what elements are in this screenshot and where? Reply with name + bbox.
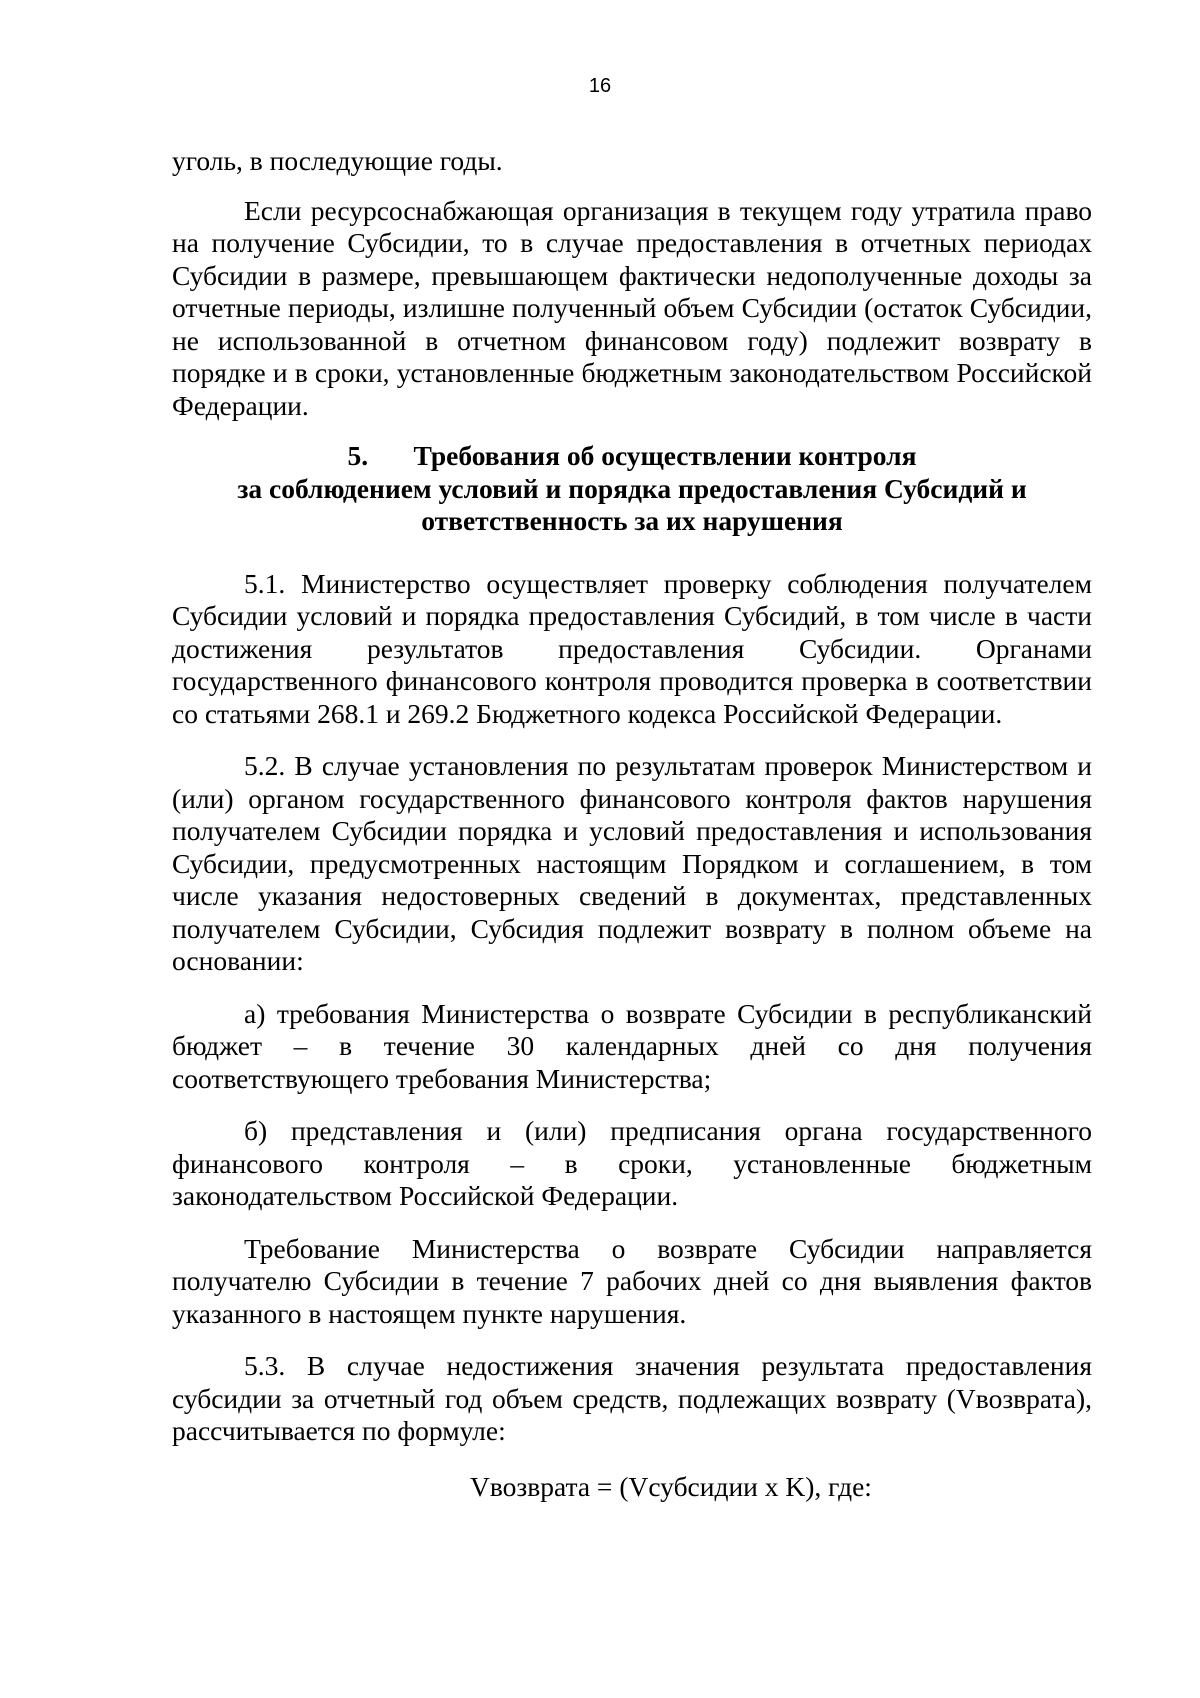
section-title-line-1: Требования об осуществлении контроля [413, 440, 917, 471]
document-body [172, 145, 1092, 1503]
clause-5-2-item-b: б) представления и (или) предписания органа государственного финансового контроля – в сроки, установленные бюджетным законодательством Российской Федерации. [172, 1115, 1092, 1211]
section-title-line-2: за соблюдением условий и порядка предоставления Субсидий и [237, 472, 1027, 504]
page-number: 16 [588, 75, 612, 97]
section-heading-line-1 [172, 440, 1092, 473]
clause-5-2: 5.2. В случае установления по результатам проверок Министерством и (или) органом государственного финансового контроля фактов нарушения получателем Субсидии порядка и условий предоставления и использования Субсидии, предусмотренных настоящим Порядком и соглашением, в том числе указания недостоверных сведений в документах, представленных получателем Субсидии, Субсидия подлежит возврату в полном объеме на основании: [172, 750, 1092, 976]
paragraph-subsidy-refund: Если ресурсоснабжающая организация в текущем году утратила право на получение Субсидии, то в случае предоставления в отчетных периодах Субсидии в размере, превышающем фактически недополученные доходы за отчетные периоды, излишне полученный объем Субсидии (остаток Субсидии, не использованной в отчетном финансовом году) подлежит возврату в порядке и в сроки, установленные бюджетным законодательством Российской Федерации. [172, 194, 1092, 421]
clause-5-2-item-a: а) требования Министерства о возврате Субсидии в республиканский бюджет – в течение 30 календарных дней со дня получения соответствующего требования Министерства; [172, 997, 1092, 1094]
clause-5-3: 5.3. В случае недостижения значения результата предоставления субсидии за отчетный год объем средств, подлежащих возврату (Vвозврата), рассчитывается по формуле: [172, 1350, 1092, 1446]
section-number: 5. [347, 440, 369, 471]
refund-formula: Vвозврата = (Vсубсидии x K), где: [470, 1470, 872, 1502]
section-heading [172, 440, 1092, 538]
clause-5-2-requirement: Требование Министерства о возврате Субсидии направляется получателю Субсидии в течение 7 рабочих дней со дня выявления фактов указанного в настоящем пункте нарушения. [172, 1232, 1092, 1329]
section-title-line-3: ответственность за их нарушения [421, 505, 843, 536]
paragraph-continuation: уголь, в последующие годы. [172, 145, 503, 176]
clause-5-1: 5.1. Министерство осуществляет проверку соблюдения получателем Субсидии условий и порядка предоставления Субсидий, в том числе в части достижения результатов предоставления Субсидии. Органами государственного финансового контроля проводится проверка в соответствии со статьями 268.1 и 269.2 Бюджетного кодекса Российской Федерации. [172, 567, 1092, 729]
